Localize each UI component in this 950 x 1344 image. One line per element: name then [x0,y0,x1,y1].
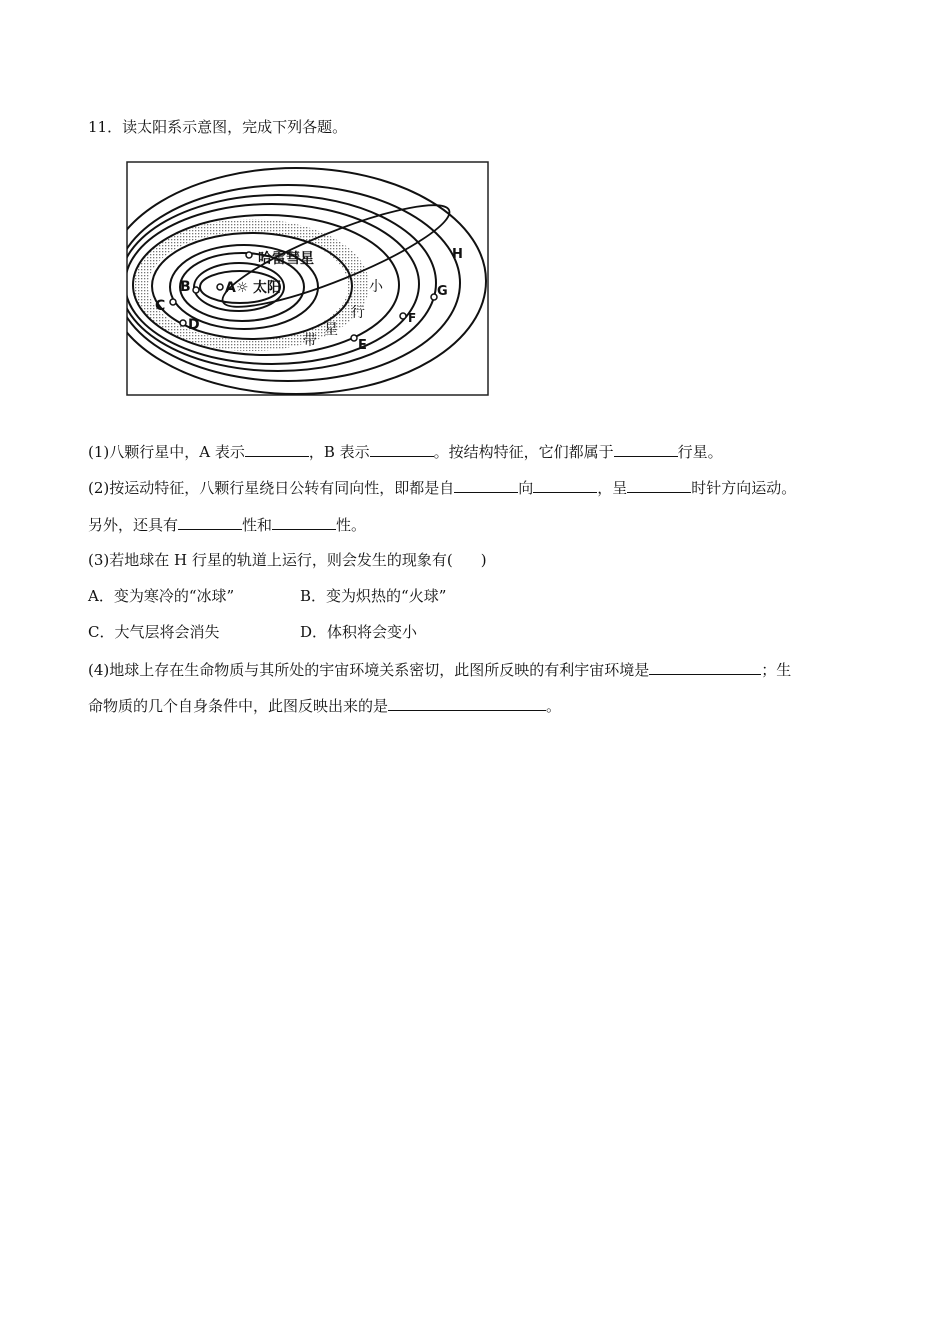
planet-b [193,287,199,293]
answer-blank-6[interactable] [627,477,691,493]
options-row-1 [88,586,446,606]
label-d: D [188,317,200,333]
belt-char-1: 小 [369,279,383,295]
option-b[interactable]: B．变为炽热的“火球” [300,587,447,605]
option-d[interactable]: D．体积将会变小 [300,623,418,641]
question-title: 11．读太阳系示意图，完成下列各题。 [88,118,348,136]
answer-blank-5[interactable] [533,477,597,493]
solar-system-diagram [126,161,490,397]
label-g: G [437,284,448,299]
planet-c [170,299,176,305]
sub-question-4-cont: 命物质的几个自身条件中，此图反映出来的是 。 [88,697,562,715]
sub-question-1: (1)八颗行星中，A 表示 ，B 表示 。按结构特征，它们都属于 行星。 [88,443,723,461]
sub-question-2: (2)按运动特征，八颗行星绕日公转有同向性，即都是自 向 ，呈 时针方向运动。 [88,479,797,497]
label-sun: 太阳 [253,280,281,296]
sub-question-4: (4)地球上存在生命物质与其所处的宇宙环境关系密切，此图所反映的有利宇宙环境是 ；生 [88,661,792,679]
belt-char-4: 带 [303,333,317,349]
planet-f [400,313,406,319]
comet [246,252,252,258]
option-a[interactable]: A．变为寒冷的“冰球” [88,587,235,605]
answer-blank-3[interactable] [614,441,678,457]
answer-blank-10[interactable] [388,695,546,711]
planet-e [351,335,357,341]
options-row-2 [88,622,417,642]
sub-question-2-cont: 另外，还具有 性和 性。 [88,516,367,534]
planet-d [180,320,186,326]
answer-blank-4[interactable] [454,477,518,493]
answer-blank-8[interactable] [272,514,336,530]
answer-blank-7[interactable] [178,514,242,530]
label-a: A [225,280,236,296]
answer-blank-9[interactable] [649,659,761,675]
label-f: F [408,311,417,325]
option-c[interactable]: C．大气层将会消失 [88,623,220,641]
planet-a [217,284,223,290]
answer-blank-1[interactable] [245,441,309,457]
label-c: C [155,298,166,314]
label-b: B [180,279,191,295]
label-e: E [358,338,367,353]
belt-char-2: 行 [351,305,365,321]
sub-question-3: (3)若地球在 H 行星的轨道上运行，则会发生的现象有( ) [88,551,487,569]
label-comet: 哈雷彗星 [258,251,314,267]
belt-char-3: 星 [324,322,338,338]
label-h: H [452,247,463,262]
sun-icon: ☼ [236,280,249,296]
answer-blank-2[interactable] [370,441,434,457]
